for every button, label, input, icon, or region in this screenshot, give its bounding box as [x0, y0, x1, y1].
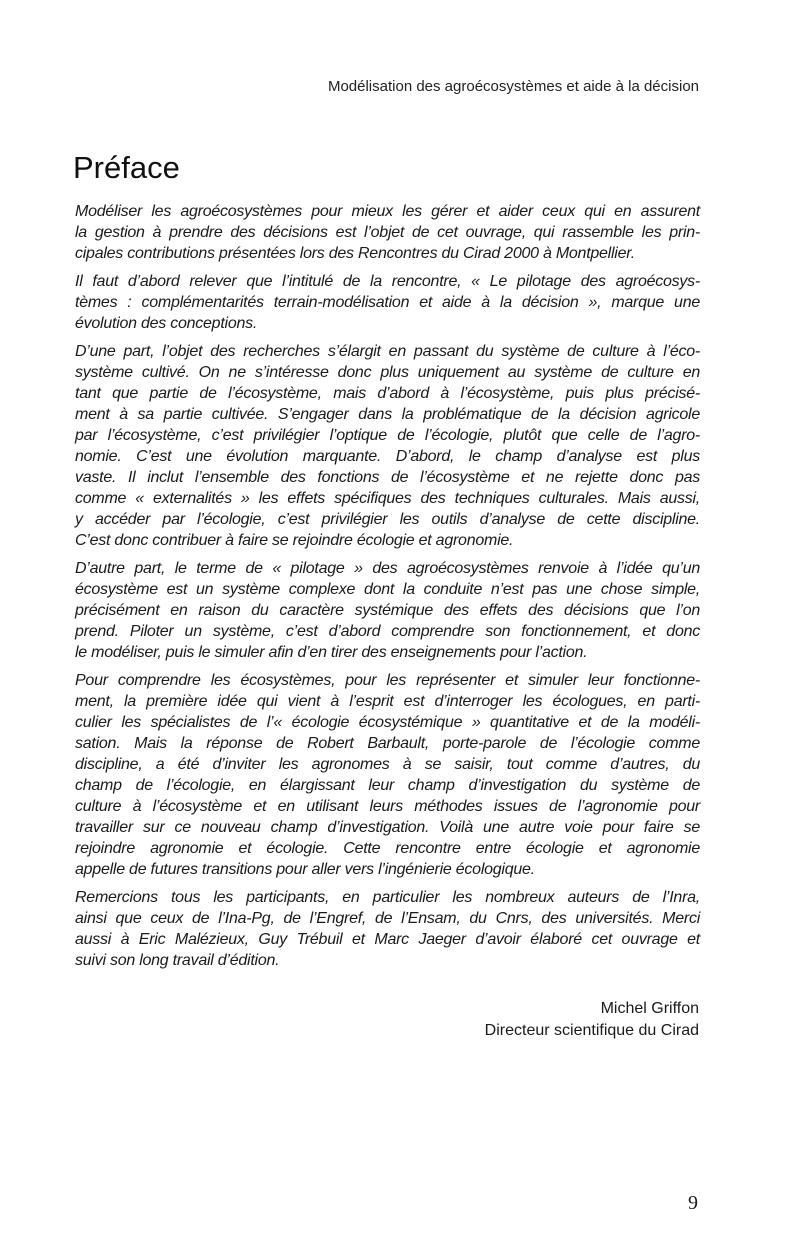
text-line: le modéliser, puis le simuler afin d’en tirer des enseignements pour l’action.	[75, 644, 588, 661]
text-line: ment, la première idée qui vient à l’esprit est d’interroger les écologues, en parti-	[75, 693, 700, 710]
paragraph	[75, 670, 700, 880]
text-line: cipales contributions présentées lors des Rencontres du Cirad 2000 à Montpellier.	[75, 245, 635, 262]
text-line: précisément en raison du caractère systémique des effets des décisions que l’on	[75, 602, 700, 619]
paragraph	[75, 887, 700, 971]
text-line: vaste. Il inclut l’ensemble des fonctions de l’écosystème et ne rejette donc pas	[75, 469, 700, 486]
text-line: discipline, a été d’inviter les agronomes à se saisir, tout comme d’autres, du	[75, 756, 700, 773]
text-line: comme « externalités » les effets spécifiques des techniques culturales. Mais aussi,	[75, 490, 700, 507]
text-line: tant que partie de l’écosystème, mais d’abord à l’écosystème, puis plus précisé-	[75, 385, 700, 402]
paragraph	[75, 341, 700, 551]
text-line: culture à l’écosystème et en utilisant leurs méthodes issues de l’agronomie pour	[75, 798, 700, 815]
text-line: sation. Mais la réponse de Robert Barbault, porte-parole de l’écologie comme	[75, 735, 700, 752]
text-line: système cultivé. On ne s’intéresse donc plus uniquement au système de culture en	[75, 364, 700, 381]
paragraph	[75, 271, 700, 334]
text-line: ment à sa partie cultivée. S’engager dans la problématique de la décision agricole	[75, 406, 700, 423]
text-line: tèmes : complémentarités terrain-modélisation et aide à la décision », marque une	[75, 294, 700, 311]
signature-role: Directeur scientifique du Cirad	[484, 1022, 699, 1039]
text-line: C’est donc contribuer à faire se rejoindre écologie et agronomie.	[75, 532, 514, 549]
text-line: prend. Piloter un système, c’est d’abord comprendre son fonctionnement, et donc	[75, 623, 700, 640]
text-line: rejoindre agronomie et écologie. Cette rencontre entre écologie et agronomie	[75, 840, 700, 857]
text-line: Modéliser les agroécosystèmes pour mieux les gérer et aider ceux qui en assurent	[75, 203, 700, 220]
text-line: D’autre part, le terme de « pilotage » des agroécosystèmes renvoie à l’idée qu’un	[75, 560, 700, 577]
text-line: Il faut d’abord relever que l’intitulé de la rencontre, « Le pilotage des agroécosys-	[75, 273, 700, 290]
text-line: écosystème est un système complexe dont la conduite n’est pas une chose simple,	[75, 581, 700, 598]
page-number: 9	[688, 1192, 698, 1214]
text-line: appelle de futures transitions pour aller vers l’ingénierie écologique.	[75, 861, 535, 878]
text-line: ainsi que ceux de l’Ina-Pg, de l’Engref, de l’Ensam, du Cnrs, des universités. Merci	[75, 910, 700, 927]
preface-body	[75, 201, 700, 978]
signature-block	[485, 998, 699, 1042]
text-line: culier les spécialistes de l’« écologie écosystémique » quantitative et de la modéli-	[75, 714, 700, 731]
text-line: la gestion à prendre des décisions est l’objet de cet ouvrage, qui rassemble les prin-	[75, 224, 700, 241]
running-header: Modélisation des agroécosystèmes et aide à la décision	[327, 78, 699, 95]
text-line: suivi son long travail d’édition.	[75, 952, 280, 969]
text-line: y accéder par l’écologie, c’est privilégier les outils d’analyse de cette discipline.	[75, 511, 700, 528]
paragraph	[75, 558, 700, 663]
text-line: évolution des conceptions.	[75, 315, 258, 332]
text-line: Pour comprendre les écosystèmes, pour les représenter et simuler leur fonctionne-	[75, 672, 700, 689]
text-line: D’une part, l’objet des recherches s’élargit en passant du système de culture à l’éco-	[75, 343, 700, 360]
text-line: Remercions tous les participants, en particulier les nombreux auteurs de l’Inra,	[75, 889, 700, 906]
text-line: nomie. C’est une évolution marquante. D’abord, le champ d’analyse est plus	[75, 448, 700, 465]
page-title: Préface	[73, 150, 180, 185]
text-line: champ de l’écologie, en élargissant leur champ d’investigation du système de	[75, 777, 700, 794]
paragraph	[75, 201, 700, 264]
text-line: aussi à Eric Malézieux, Guy Trébuil et Marc Jaeger d’avoir élaboré cet ouvrage et	[75, 931, 700, 948]
text-line: par l’écosystème, c’est privilégier l’optique de l’écologie, plutôt que celle de l’agro-	[75, 427, 700, 444]
signature-name: Michel Griffon	[600, 1000, 699, 1017]
text-line: travailler sur ce nouveau champ d’investigation. Voilà une autre voie pour faire se	[75, 819, 700, 836]
